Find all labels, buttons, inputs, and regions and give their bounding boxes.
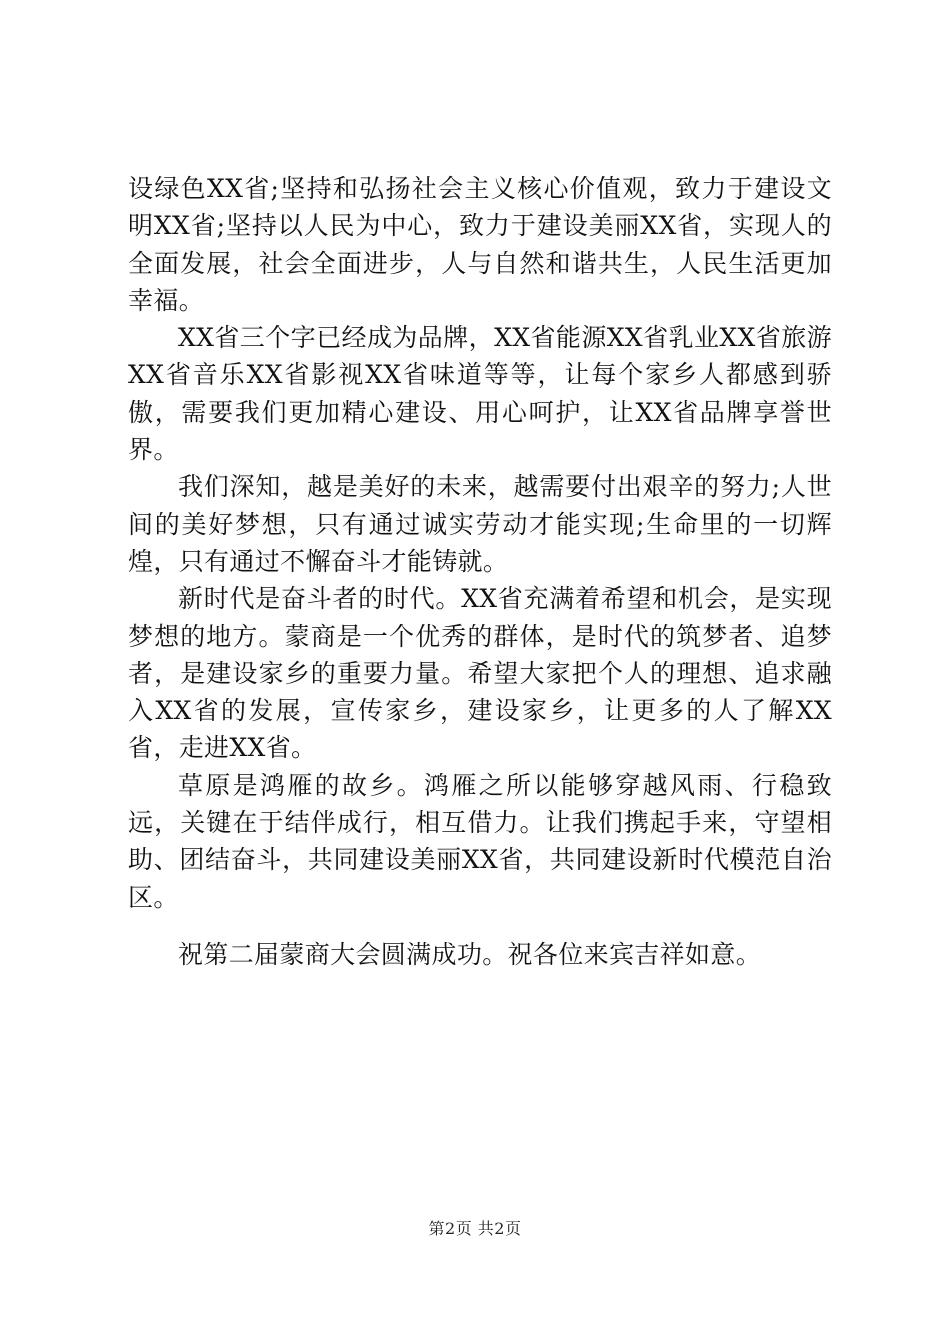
paragraph-effort: 我们深知，越是美好的未来，越需要付出艰辛的努力;人世间的美好梦想，只有通过诚实劳动才能实现;生命里的一切辉煌，只有通过不懈奋斗才能铸就。 xyxy=(128,472,832,576)
document-body xyxy=(128,170,832,973)
closing-wishes: 祝第二届蒙商大会圆满成功。祝各位来宾吉祥如意。 xyxy=(178,939,762,969)
page-number-footer: 第2页 共2页 xyxy=(428,1219,522,1238)
paragraph-brand: XX省三个字已经成为品牌，XX省能源XX省乳业XX省旅游XX省音乐XX省影视XX省味道等等，让每个家乡人都感到骄傲，需要我们更加精心建设、用心呵护，让XX省品牌享誉世界。 xyxy=(128,323,832,465)
paragraph-new-era: 新时代是奋斗者的时代。XX省充满着希望和机会，是实现梦想的地方。蒙商是一个优秀的群体，是时代的筑梦者、追梦者，是建设家乡的重要力量。希望大家把个人的理想、追求融入XX省的发展，宣传家乡，建设家乡，让更多的人了解XX省，走进XX省。 xyxy=(128,584,832,763)
paragraph-wild-goose: 草原是鸿雁的故乡。鸿雁之所以能够穿越风雨、行稳致远，关键在于结伴成行，相互借力。让我们携起手来，守望相助、团结奋斗，共同建设美丽XX省，共同建设新时代模范自治区。 xyxy=(128,770,832,912)
paragraph-continued: 设绿色XX省;坚持和弘扬社会主义核心价值观，致力于建设文明XX省;坚持以人民为中心，致力于建设美丽XX省，实现人的全面发展，社会全面进步，人与自然和谐共生，人民生活更加幸福。 xyxy=(128,174,832,315)
